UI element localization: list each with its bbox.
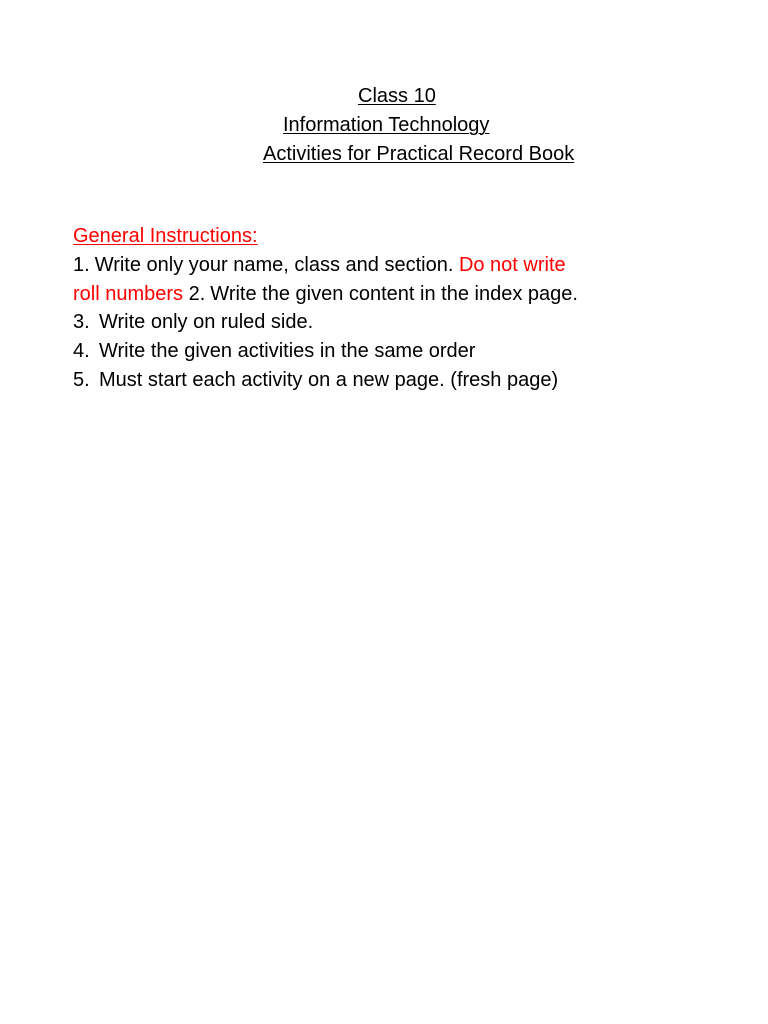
subject-title: Information Technology [283,114,490,136]
instruction-warning-1b: roll numbers [73,283,184,305]
instruction-number-5: 5. [73,369,90,391]
class-title: Class 10 [358,85,436,107]
instruction-number-1: 1. [73,254,90,276]
instruction-text-1: Write only your name, class and section. [94,254,454,276]
instruction-text-4: Write the given activities in the same order [99,340,476,362]
instruction-line-4 [73,339,475,363]
instruction-line-2 [73,282,578,306]
instruction-number-3: 3. [73,311,90,333]
instruction-line-3 [73,310,313,334]
instruction-text-2: Write the given content in the index page. [210,283,578,305]
instruction-text-5: Must start each activity on a new page. (fresh page) [99,369,559,391]
record-book-title: Activities for Practical Record Book [263,143,575,165]
instruction-number-4: 4. [73,340,90,362]
instruction-line-1 [73,253,566,277]
instructions-heading: General Instructions: [73,225,258,247]
instruction-number-2: 2. [188,283,206,305]
instruction-text-3: Write only on ruled side. [99,311,314,333]
instruction-line-5 [73,368,558,392]
instruction-warning-1a: Do not write [458,254,566,276]
